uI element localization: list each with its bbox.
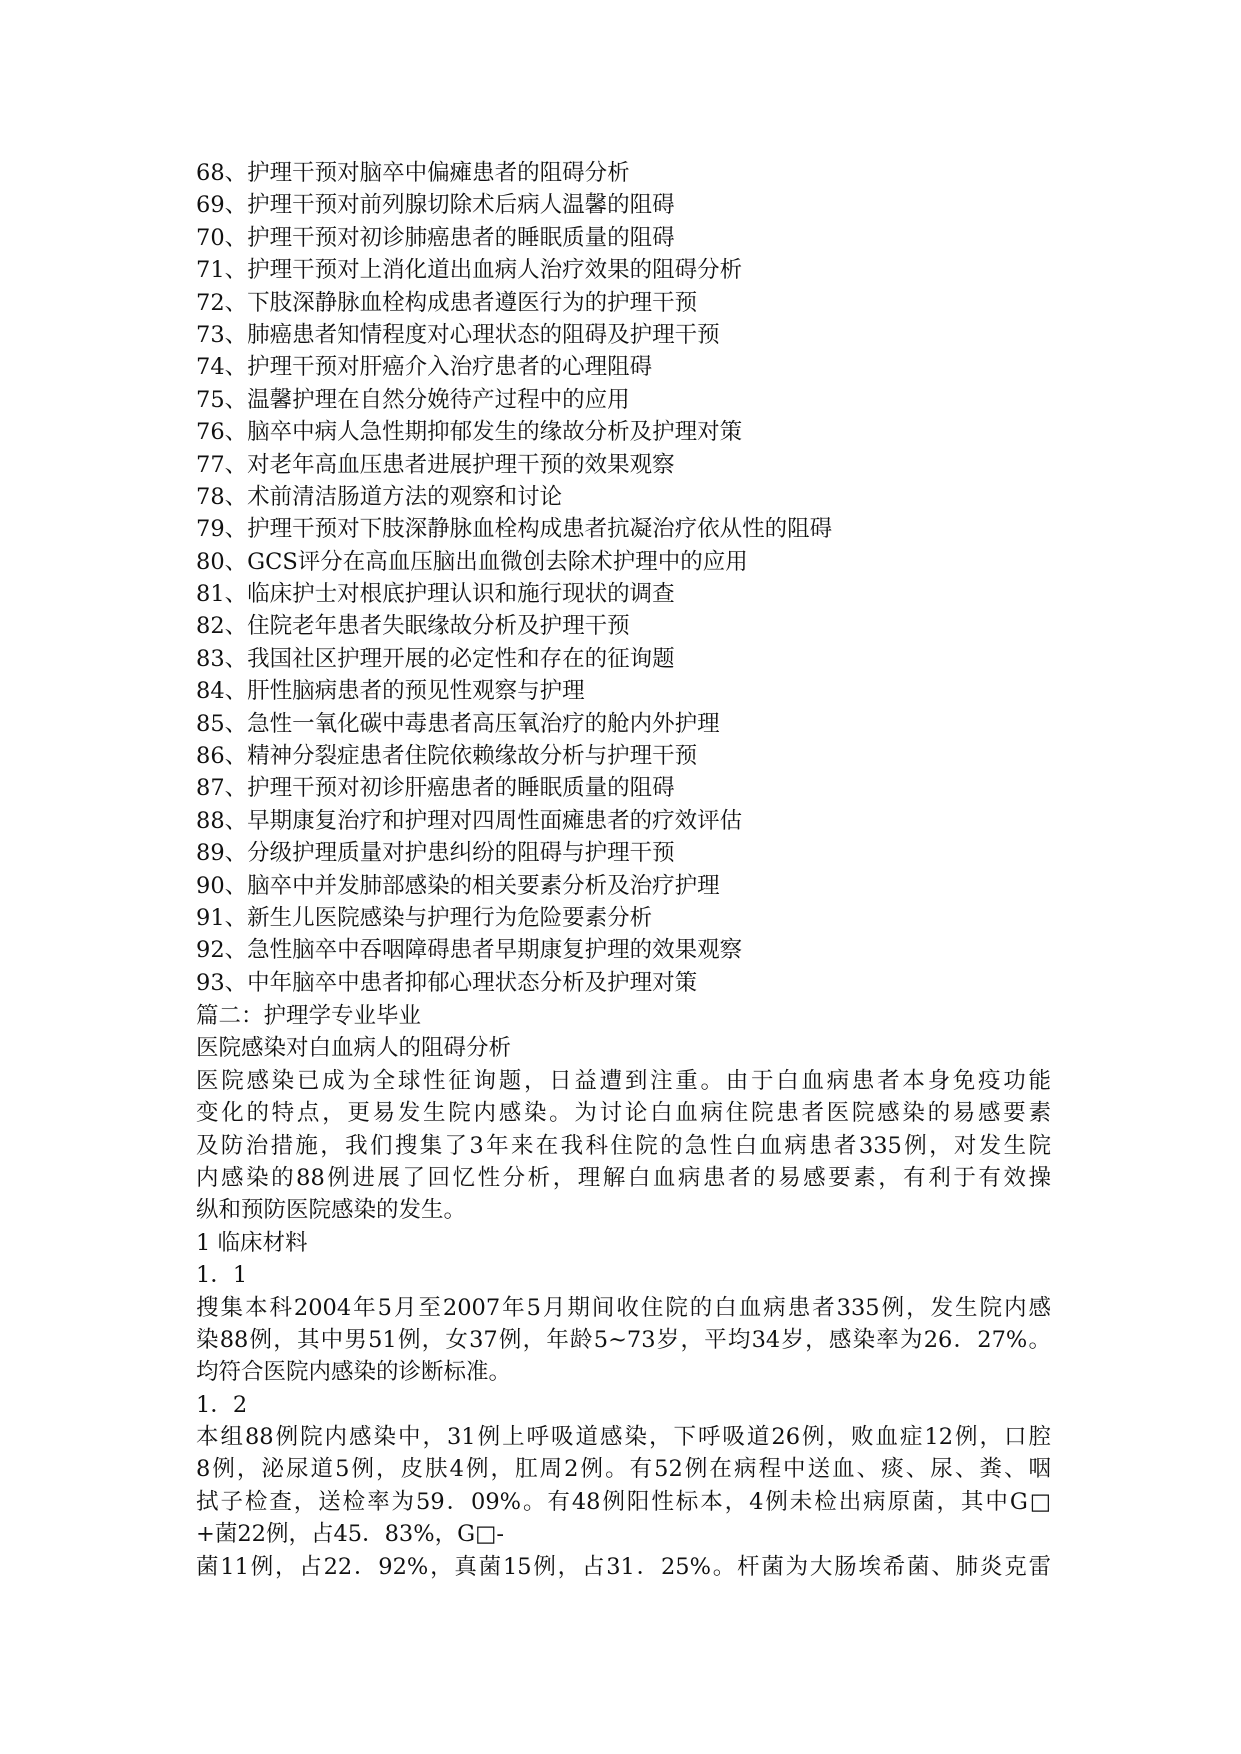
paragraph-line: 8例，泌尿道5例，皮肤4例，肛周2例。有52例在病程中送血、痰、尿、粪、咽 <box>196 1456 1051 1483</box>
title-list-item: 69、护理干预对前列腺切除术后病人温馨的阻碍 <box>196 192 675 219</box>
title-list-item: 73、肺癌患者知情程度对心理状态的阻碍及护理干预 <box>196 321 720 348</box>
title-list-item: 77、对老年高血压患者进展护理干预的效果观察 <box>196 451 675 478</box>
article-title: 医院感染对白血病人的阻碍分析 <box>196 1035 512 1062</box>
title-list-item: 68、护理干预对脑卒中偏瘫患者的阻碍分析 <box>196 160 630 186</box>
title-list-item: 71、护理干预对上消化道出血病人治疗效果的阻碍分析 <box>196 257 743 284</box>
subsection-1-2-label: 1．2 <box>196 1391 248 1418</box>
intro-line: 变化的特点，更易发生院内感染。为讨论白血病住院患者医院感染的易感要素 <box>196 1100 1051 1127</box>
title-list-item: 79、护理干预对下肢深静脉血栓构成患者抗凝治疗依从性的阻碍 <box>196 516 833 543</box>
title-list-item: 90、脑卒中并发肺部感染的相关要素分析及治疗护理 <box>196 872 720 899</box>
title-list-item: 82、住院老年患者失眠缘故分析及护理干预 <box>196 613 630 640</box>
title-list-item: 89、分级护理质量对护患纠纷的阻碍与护理干预 <box>196 840 675 867</box>
title-list-item: 85、急性一氧化碳中毒患者高压氧治疗的舱内外护理 <box>196 710 720 737</box>
paragraph-1-1 <box>196 1292 1051 1389</box>
title-list-item: 91、新生儿医院感染与护理行为危险要素分析 <box>196 904 653 931</box>
title-list-item: 93、中年脑卒中患者抑郁心理状态分析及护理对策 <box>196 969 698 996</box>
title-list-item: 92、急性脑卒中吞咽障碍患者早期康复护理的效果观察 <box>196 937 743 964</box>
title-list-item: 83、我国社区护理开展的必定性和存在的征询题 <box>196 645 675 672</box>
title-list-item: 86、精神分裂症患者住院依赖缘故分析与护理干预 <box>196 743 698 770</box>
title-list-item: 88、早期康复治疗和护理对四周性面瘫患者的疗效评估 <box>196 807 743 834</box>
thesis-title-list <box>196 157 832 999</box>
section-heading: 篇二：护理学专业毕业 <box>196 1003 422 1029</box>
paragraph-line: 搜集本科2004年5月至2007年5月期间收住院的白血病患者335例，发生院内感 <box>196 1294 1051 1321</box>
title-list-item: 72、下肢深静脉血栓构成患者遵医行为的护理干预 <box>196 289 698 316</box>
title-list-item: 74、护理干预对肝癌介入治疗患者的心理阻碍 <box>196 354 653 381</box>
title-list-item: 75、温馨护理在自然分娩待产过程中的应用 <box>196 386 630 413</box>
intro-paragraph <box>196 1065 1051 1227</box>
intro-line: 内感染的88例进展了回忆性分析，理解白血病患者的易感要素，有利于有效操 <box>196 1164 1051 1191</box>
subheading-clinical-materials: 1 临床材料 <box>196 1229 308 1256</box>
intro-line: 纵和预防医院感染的发生。 <box>196 1197 467 1224</box>
title-list-item: 81、临床护士对根底护理认识和施行现状的调查 <box>196 581 675 608</box>
title-list-item: 80、GCS评分在高血压脑出血微创去除术护理中的应用 <box>196 548 748 575</box>
paragraph-line: 菌11例，占22．92%，真菌15例，占31．25%。杆菌为大肠埃希菌、肺炎克雷 <box>196 1553 1051 1580</box>
paragraph-line: 染88例，其中男51例，女37例，年龄5~73岁，平均34岁，感染率为26．27%。 <box>196 1326 1051 1353</box>
title-list-item: 78、术前清洁肠道方法的观察和讨论 <box>196 483 563 510</box>
subsection-1-1-label: 1．1 <box>196 1262 248 1289</box>
title-list-item: 87、护理干预对初诊肝癌患者的睡眠质量的阻碍 <box>196 775 675 802</box>
intro-line: 医院感染已成为全球性征询题，日益遭到注重。由于白血病患者本身免疫功能 <box>196 1067 1051 1094</box>
paragraph-line: 拭子检查，送检率为59．09%。有48例阳性标本，4例未检出病原菌，其中G□ <box>196 1488 1051 1515</box>
paragraph-line: +菌22例，占45．83%，G□- <box>196 1521 504 1548</box>
article-section <box>196 1000 1051 1583</box>
paragraph-line: 本组88例院内感染中，31例上呼吸道感染，下呼吸道26例，败血症12例，口腔 <box>196 1424 1051 1451</box>
paragraph-line: 均符合医院内感染的诊断标准。 <box>196 1359 512 1386</box>
title-list-item: 84、肝性脑病患者的预见性观察与护理 <box>196 678 585 705</box>
title-list-item: 70、护理干预对初诊肺癌患者的睡眠质量的阻碍 <box>196 224 675 251</box>
title-list-item: 76、脑卒中病人急性期抑郁发生的缘故分析及护理对策 <box>196 419 743 446</box>
paragraph-1-2 <box>196 1421 1051 1583</box>
intro-line: 及防治措施，我们搜集了3年来在我科住院的急性白血病患者335例，对发生院 <box>196 1132 1051 1159</box>
